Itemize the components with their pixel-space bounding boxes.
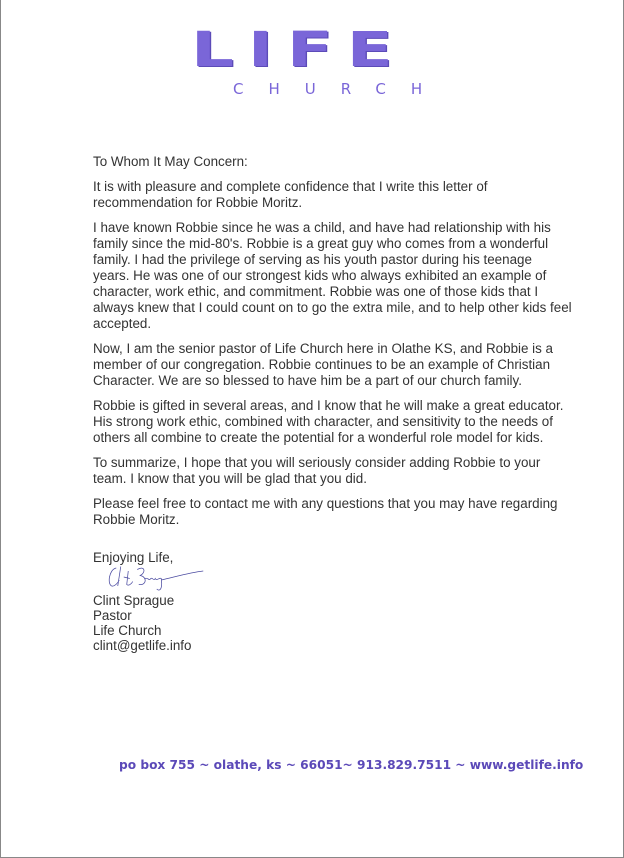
signer-name: Clint Sprague <box>93 593 175 608</box>
line: always knew that I could count on to go the extra mile, and to help other kids feel <box>93 300 572 315</box>
logo-wordmark: LIFE <box>191 22 407 78</box>
line: Please feel free to contact me with any questions that you may have regarding <box>93 496 558 511</box>
salutation: To Whom It May Concern: <box>93 154 248 169</box>
line: It is with pleasure and complete confidence that I write this letter of <box>93 179 488 194</box>
line: Robbie Moritz. <box>93 512 180 527</box>
signer-organization: Life Church <box>93 623 162 638</box>
handwritten-signature <box>91 562 221 592</box>
line: family since the mid-80's. Robbie is a great guy who comes from a wonderful <box>93 236 549 251</box>
letterhead-footer: po box 755 ~ olathe, ks ~ 66051~ 913.829.7511 ~ www.getlife.info <box>119 758 584 772</box>
valediction: Enjoying Life, <box>93 550 174 565</box>
paragraph-6 <box>93 496 558 528</box>
line: His strong work ethic, combined with character, and sensitivity to the needs of <box>93 414 553 429</box>
line: Robbie is gifted in several areas, and I know that he will make a great educator. <box>93 398 564 413</box>
line: others all combine to create the potential for a wonderful role model for kids. <box>93 430 544 445</box>
paragraph-2 <box>93 220 572 332</box>
life-church-logo <box>191 22 448 100</box>
paragraph-5 <box>93 455 553 487</box>
line: character, work ethic, and commitment. Robbie was one of those kids that I <box>93 284 539 299</box>
paragraph-1 <box>93 179 553 211</box>
line: Character. We are so blessed to have him be a part of our church family. <box>93 373 522 388</box>
line: recommendation for Robbie Moritz. <box>93 195 303 210</box>
line: accepted. <box>93 316 152 331</box>
paragraph-3 <box>93 341 553 389</box>
line: team. I know that you will be glad that you did. <box>93 471 367 486</box>
signer-email: clint@getlife.info <box>93 638 192 653</box>
line: Now, I am the senior pastor of Life Church here in Olathe KS, and Robbie is a <box>93 341 553 356</box>
line: member of our congregation. Robbie continues to be an example of Christian <box>93 357 551 372</box>
paragraph-4 <box>93 398 564 446</box>
line: years. He was one of our strongest kids who always exhibited an example of <box>93 268 547 283</box>
signer-title: Pastor <box>93 608 132 623</box>
letter-body <box>93 154 572 537</box>
line: I have known Robbie since he was a child, and have had relationship with his <box>93 220 551 235</box>
logo-subtitle: CHURCH <box>233 80 448 98</box>
line: family. I had the privilege of serving as his youth pastor during his teenage <box>93 252 532 267</box>
line: To summarize, I hope that you will seriously consider adding Robbie to your <box>93 455 541 470</box>
